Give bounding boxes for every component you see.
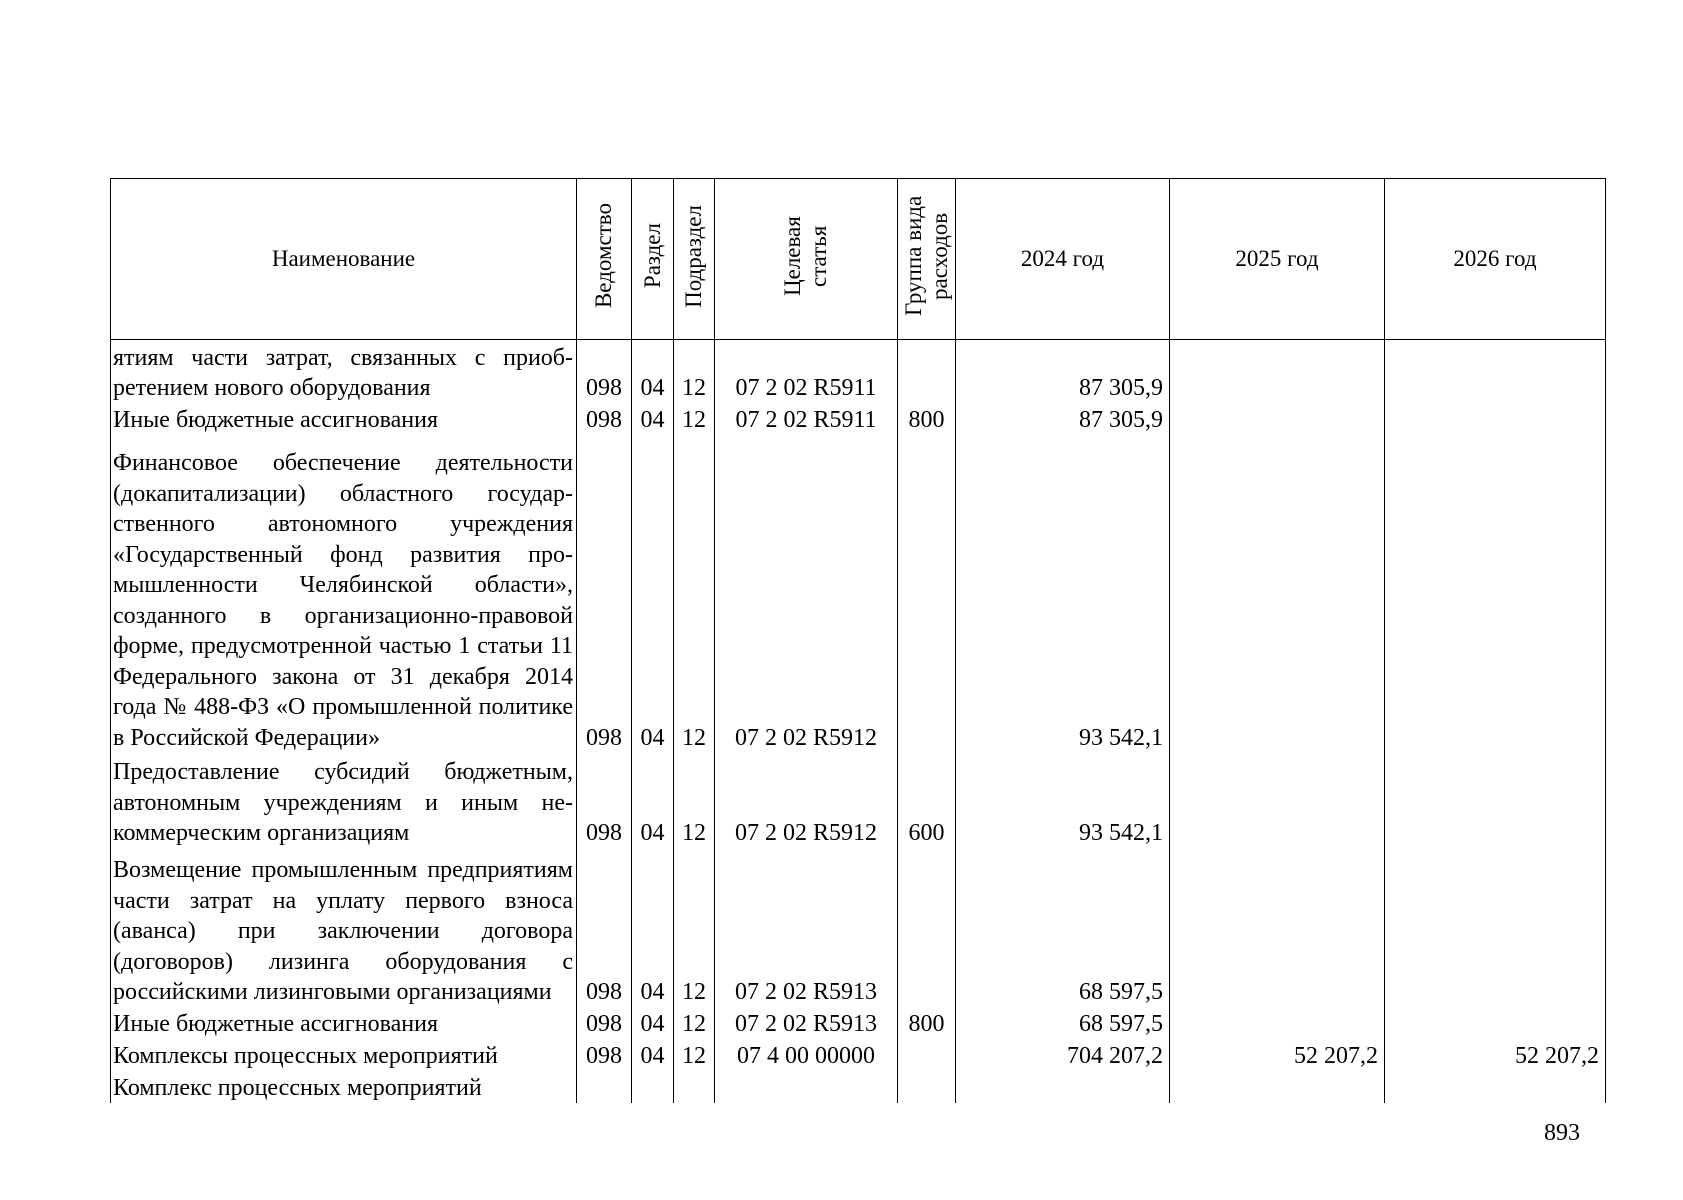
- cell-2025: 52 207,2: [1170, 1039, 1385, 1071]
- cell-section: [632, 1071, 674, 1103]
- cell-expense-group: [898, 1039, 956, 1071]
- cell-expense-group: [898, 849, 956, 1008]
- header-2024: 2024 год: [956, 179, 1170, 340]
- table-row: [111, 340, 1606, 404]
- cell-target-article: 07 2 02 R5911: [715, 404, 898, 436]
- page-number: 893: [1544, 1120, 1580, 1146]
- cell-section: 04: [632, 404, 674, 436]
- table-body: [111, 340, 1606, 1104]
- table-row: [111, 753, 1606, 848]
- cell-2024: 93 542,1: [956, 435, 1170, 753]
- cell-dept: 098: [577, 404, 632, 436]
- table-row: [111, 849, 1606, 1008]
- cell-name: Предоставление субсидий бюджетным, автономным учреждениям и иным некоммерческим организациям: [111, 753, 577, 848]
- cell-subsection: 12: [674, 849, 715, 1008]
- header-section: Раздел: [632, 179, 674, 340]
- table-row: [111, 1008, 1606, 1040]
- cell-section: 04: [632, 1008, 674, 1040]
- cell-2024: 68 597,5: [956, 849, 1170, 1008]
- cell-name: Комплекс процессных мероприятий: [111, 1071, 577, 1103]
- cell-dept: 098: [577, 1008, 632, 1040]
- cell-expense-group: 800: [898, 1008, 956, 1040]
- cell-name: Иные бюджетные ассигнования: [111, 1008, 577, 1040]
- cell-2025: [1170, 849, 1385, 1008]
- cell-name: Финансовое обеспечение деятельности (докапитализации) областного государственного автономного учреждения «Государственный фонд развития промышленности Челябинской области», созданного в организационно-правовой форме, предусмотренной частью 1 статьи 11 Федерального закона от 31 декабря 2014 года № 488-ФЗ «О промышленной политике в Российской Федерации»: [111, 435, 577, 753]
- cell-dept: 098: [577, 435, 632, 753]
- cell-2026: [1385, 340, 1606, 404]
- cell-subsection: 12: [674, 435, 715, 753]
- cell-section: 04: [632, 849, 674, 1008]
- cell-target-article: 07 2 02 R5911: [715, 340, 898, 404]
- cell-target-article: 07 2 02 R5912: [715, 435, 898, 753]
- cell-name: Комплексы процессных мероприятий: [111, 1039, 577, 1071]
- cell-dept: 098: [577, 849, 632, 1008]
- cell-expense-group: 800: [898, 404, 956, 436]
- header-dept: Ведомство: [577, 179, 632, 340]
- cell-2024: 704 207,2: [956, 1039, 1170, 1071]
- cell-2024: [956, 1071, 1170, 1103]
- cell-2026: [1385, 435, 1606, 753]
- cell-subsection: 12: [674, 404, 715, 436]
- cell-2025: [1170, 340, 1385, 404]
- header-row: [111, 179, 1606, 340]
- cell-2026: [1385, 753, 1606, 848]
- cell-2025: [1170, 1008, 1385, 1040]
- cell-section: 04: [632, 340, 674, 404]
- cell-section: 04: [632, 435, 674, 753]
- cell-subsection: 12: [674, 1008, 715, 1040]
- cell-dept: 098: [577, 340, 632, 404]
- header-name: Наименование: [111, 179, 577, 340]
- cell-2024: 87 305,9: [956, 404, 1170, 436]
- cell-dept: 098: [577, 753, 632, 848]
- cell-name: ятиям части затрат, связанных с приобретением нового оборудования: [111, 340, 577, 404]
- cell-2024: 93 542,1: [956, 753, 1170, 848]
- header-2026: 2026 год: [1385, 179, 1606, 340]
- header-subsection: Подраздел: [674, 179, 715, 340]
- cell-section: 04: [632, 1039, 674, 1071]
- table-row: [111, 1071, 1606, 1103]
- cell-subsection: [674, 1071, 715, 1103]
- table-row: [111, 404, 1606, 436]
- cell-dept: 098: [577, 1039, 632, 1071]
- cell-2024: 68 597,5: [956, 1008, 1170, 1040]
- cell-target-article: 07 2 02 R5913: [715, 849, 898, 1008]
- cell-expense-group: 600: [898, 753, 956, 848]
- cell-subsection: 12: [674, 340, 715, 404]
- cell-2025: [1170, 1071, 1385, 1103]
- header-2025: 2025 год: [1170, 179, 1385, 340]
- cell-2024: 87 305,9: [956, 340, 1170, 404]
- cell-2026: [1385, 404, 1606, 436]
- cell-expense-group: [898, 1071, 956, 1103]
- header-expense-group: Группа вида расходов: [898, 179, 956, 340]
- cell-name: Иные бюджетные ассигнования: [111, 404, 577, 436]
- cell-target-article: 07 2 02 R5912: [715, 753, 898, 848]
- cell-2026: [1385, 1071, 1606, 1103]
- cell-expense-group: [898, 340, 956, 404]
- cell-target-article: 07 4 00 00000: [715, 1039, 898, 1071]
- header-target-article: Целевая статья: [715, 179, 898, 340]
- table-row: [111, 435, 1606, 753]
- budget-table: [110, 178, 1606, 1103]
- cell-2026: [1385, 1008, 1606, 1040]
- cell-2026: 52 207,2: [1385, 1039, 1606, 1071]
- cell-expense-group: [898, 435, 956, 753]
- cell-section: 04: [632, 753, 674, 848]
- cell-name: Возмещение промышленным предприятиям части затрат на уплату первого взноса (аванса) при заключении договора (договоров) лизинга оборудования с российскими лизинговыми организациями: [111, 849, 577, 1008]
- cell-2025: [1170, 753, 1385, 848]
- cell-subsection: 12: [674, 753, 715, 848]
- cell-target-article: [715, 1071, 898, 1103]
- cell-2025: [1170, 435, 1385, 753]
- table-row: [111, 1039, 1606, 1071]
- cell-2025: [1170, 404, 1385, 436]
- cell-subsection: 12: [674, 1039, 715, 1071]
- cell-2026: [1385, 849, 1606, 1008]
- cell-target-article: 07 2 02 R5913: [715, 1008, 898, 1040]
- cell-dept: [577, 1071, 632, 1103]
